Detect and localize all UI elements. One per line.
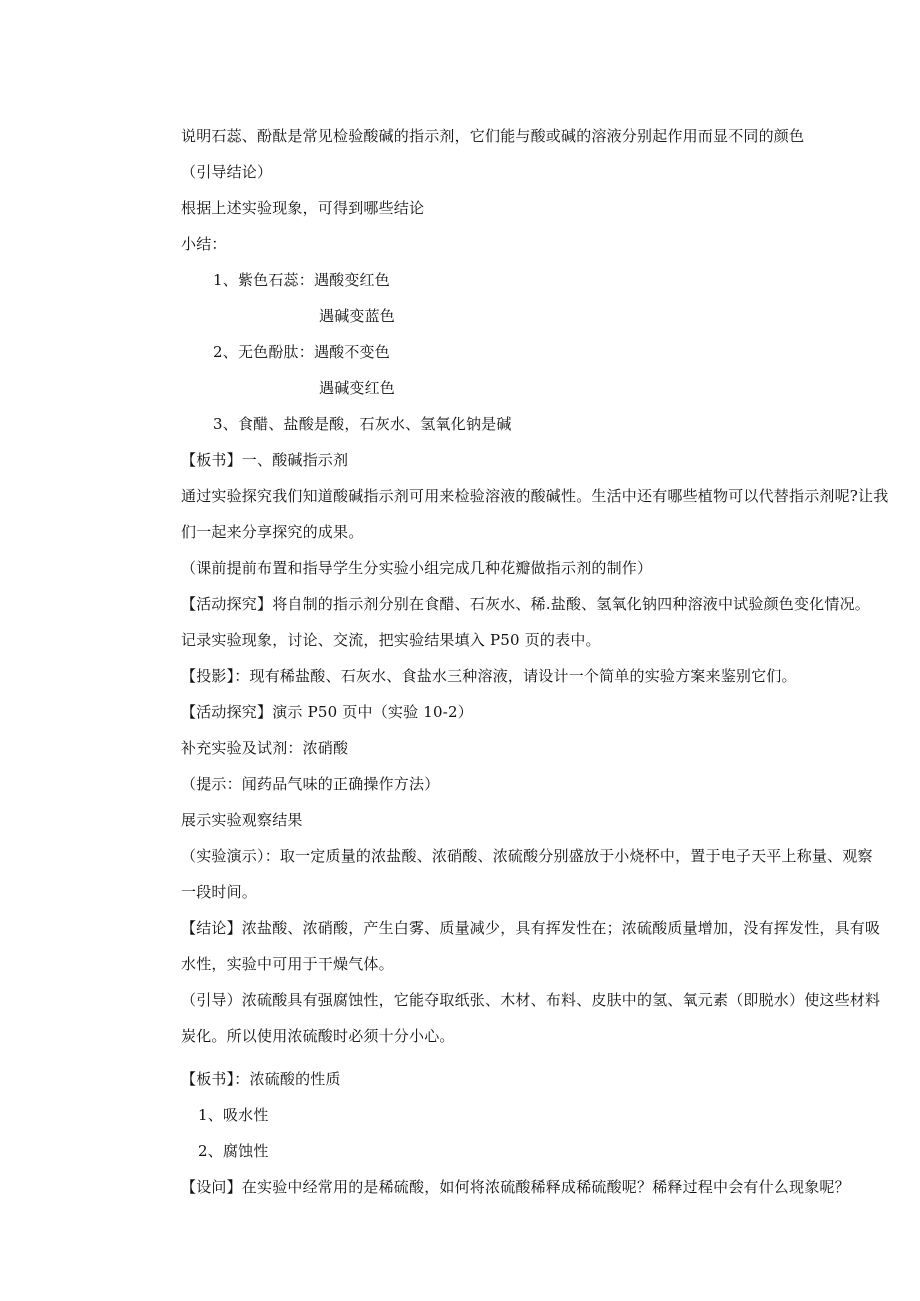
text-line: 一段时间。 bbox=[181, 883, 258, 901]
text-line: 通过实验探究我们知道酸碱指示剂可用来检验溶液的酸碱性。生活中还有哪些植物可以代替指示剂呢?让我 bbox=[181, 487, 889, 505]
text-line: 【板书】一、酸碱指示剂 bbox=[181, 451, 349, 469]
text-line: 根据上述实验现象，可得到哪些结论 bbox=[181, 199, 425, 217]
text-line: 1、紫色石蕊：遇酸变红色 bbox=[213, 271, 390, 289]
text-line: 3、食醋、盐酸是酸，石灰水、氢氧化钠是碱 bbox=[213, 415, 512, 433]
text-line: 1、吸水性 bbox=[198, 1106, 269, 1124]
text-line: （引导结论） bbox=[181, 163, 273, 181]
text-line: 【结论】浓盐酸、浓硝酸，产生白雾、质量减少，具有挥发性在；浓硫酸质量增加，没有挥发性，具有吸 bbox=[181, 919, 881, 937]
text-line: 【设问】在实验中经常用的是稀硫酸，如何将浓硫酸稀释成稀硫酸呢？稀释过程中会有什么现象呢？ bbox=[181, 1178, 850, 1196]
text-line: 【活动探究】将自制的指示剂分别在食醋、石灰水、稀.盐酸、氢氧化钠四种溶液中试验颜色变化情况。 bbox=[181, 595, 870, 613]
text-line: 遇碱变红色 bbox=[319, 379, 396, 397]
text-line: 2、无色酚肽：遇酸不变色 bbox=[213, 343, 390, 361]
text-line: （提示：闻药品气味的正确操作方法） bbox=[181, 775, 440, 793]
text-line: 【投影】：现有稀盐酸、石灰水、食盐水三种溶液，请设计一个简单的实验方案来鉴别它们。 bbox=[181, 667, 797, 685]
text-line: 补充实验及试剂：浓硝酸 bbox=[181, 739, 349, 757]
text-line: 【活动探究】演示 P50 页中（实验 10-2） bbox=[181, 703, 473, 721]
text-line: 们一起来分享探究的成果。 bbox=[181, 523, 364, 541]
text-line: 展示实验观察结果 bbox=[181, 811, 303, 829]
text-line: （引导）浓硫酸具有强腐蚀性，它能夺取纸张、木材、布料、皮肤中的氢、氧元素（即脱水）使这些材料 bbox=[181, 991, 881, 1009]
text-line: 炭化。所以使用浓硫酸时必须十分小心。 bbox=[181, 1027, 455, 1045]
text-line: 记录实验现象，讨论、交流，把实验结果填入 P50 页的表中。 bbox=[181, 631, 601, 649]
text-line: 【板书】：浓硫酸的性质 bbox=[181, 1070, 341, 1088]
text-line: 水性，实验中可用于干燥气体。 bbox=[181, 955, 394, 973]
text-line: 说明石蕊、酚酞是常见检验酸碱的指示剂，它们能与酸或碱的溶液分别起作用而显不同的颜色 bbox=[181, 127, 805, 145]
text-line: 小结： bbox=[181, 235, 227, 253]
text-line: （课前提前布置和指导学生分实验小组完成几种花瓣做指示剂的制作） bbox=[181, 559, 653, 577]
text-line: （实验演示）：取一定质量的浓盐酸、浓硝酸、浓硫酸分别盛放于小烧杯中，置于电子天平上称量、观察 bbox=[181, 847, 873, 865]
text-line: 遇碱变蓝色 bbox=[319, 307, 396, 325]
text-line: 2、腐蚀性 bbox=[198, 1142, 269, 1160]
